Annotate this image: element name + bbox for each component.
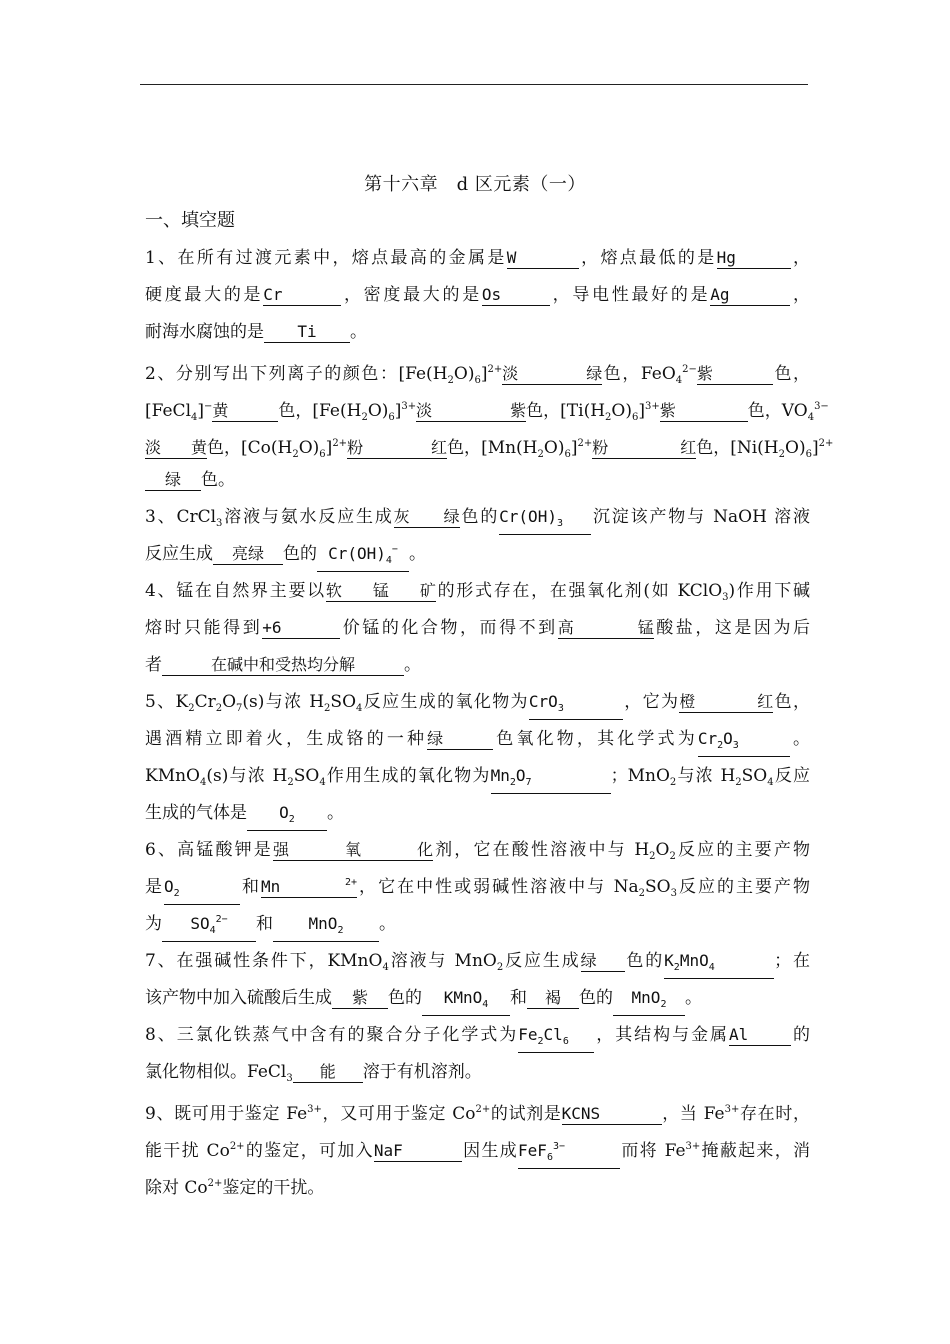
- answer-blank[interactable]: W: [507, 248, 579, 269]
- section-heading: 一、填空题: [145, 210, 235, 231]
- answer-blank[interactable]: KCNS: [562, 1104, 662, 1125]
- q5-line-2: 遇酒精立即着火，生成铬的一种绿 色氧化物，其化学式为$Cr_2O_3$ 。: [145, 721, 810, 758]
- answer-blank[interactable]: $Mn_2O_7$: [491, 766, 611, 794]
- q4-line-2: 熔时只能得到+6 价锰的化合物，而得不到高锰酸盐，这是因为后: [145, 618, 811, 638]
- question-list: [145, 240, 834, 1202]
- answer-blank[interactable]: MnO$_2$: [613, 988, 685, 1016]
- answer-blank[interactable]: $O_2$: [247, 803, 327, 831]
- q5-line-3: KMnO$_4$(s)与浓 $H_2SO_4$作用生成的氧化物为$Mn_2O_7$ ；MnO$_2$与浓 $H_2SO_4$反应: [145, 758, 810, 795]
- answer-blank[interactable]: KMnO$_4$: [422, 988, 510, 1016]
- answer-blank[interactable]: Os: [482, 285, 550, 306]
- answer-blank[interactable]: $SO_4^{2-}$: [162, 910, 256, 942]
- answer-blank[interactable]: Ti: [264, 322, 350, 343]
- q2-line-2: [FeCl$_4$]−黄 色，$[Fe(H_2O)_6]^{3+}$淡紫色，$[Ti(H_2O)_6]^{3+}$紫 色，$VO_4^{3-}$: [145, 401, 829, 423]
- page-title: 第十六章 d 区元素（一）: [364, 174, 586, 195]
- q9-line-1: 9、既可用于鉴定 $Fe^{3+}$，又可用于鉴定 $Co^{2+}$的试剂是KCNS ，当 $Fe^{3+}$存在时，: [145, 1104, 810, 1124]
- answer-blank[interactable]: 强氧化: [272, 840, 433, 859]
- q7-line-2: 该产物中加入硫酸后生成 紫 色的 KMnO$_4$ 和 褐 色的 MnO$_2$ 。: [145, 980, 810, 1017]
- answer-blank[interactable]: Al: [729, 1025, 791, 1046]
- answer-blank[interactable]: Hg: [717, 248, 791, 269]
- q9-line-3: 除对 $Co^{2+}$鉴定的干扰。: [145, 1178, 325, 1198]
- q7-line-1: 7、在强碱性条件下，KMnO$_4$溶液与 MnO$_2$反应生成绿 色的$K_2MnO_4$ ；在: [145, 943, 810, 980]
- answer-blank[interactable]: 淡黄: [145, 438, 207, 457]
- answer-blank[interactable]: 能: [293, 1062, 363, 1083]
- answer-blank[interactable]: $Cr(OH)_3$: [499, 507, 591, 535]
- answer-blank[interactable]: 高锰: [557, 618, 654, 637]
- answer-blank[interactable]: 淡绿: [502, 364, 603, 383]
- answer-blank[interactable]: Cr: [263, 285, 341, 306]
- q1-line-1: 1、在所有过渡元素中，熔点最高的金属是W ，熔点最低的是Hg ，: [145, 248, 810, 268]
- answer-blank[interactable]: 灰绿: [393, 507, 460, 526]
- answer-blank[interactable]: 紫: [332, 988, 388, 1009]
- header-rule: [140, 84, 808, 85]
- answer-blank[interactable]: 亮绿: [213, 544, 283, 565]
- answer-blank[interactable]: 绿: [145, 470, 201, 491]
- answer-blank[interactable]: MnO$_2$: [273, 914, 379, 942]
- answer-blank[interactable]: $Cr(OH)_4^-$: [317, 540, 409, 572]
- q5-line-4: 生成的气体是 $O_2$ 。: [145, 795, 810, 832]
- q3-line-1: 3、CrCl$_3$溶液与氨水反应生成灰绿色的$Cr(OH)_3$ 沉淀该产物与 NaOH 溶液: [145, 499, 810, 536]
- q3-line-2: 反应生成 亮绿 色的 $Cr(OH)_4^-$ 。: [145, 536, 810, 573]
- q2-line-1: 2、分别写出下列离子的颜色：$[Fe(H_2O)_6]^{2+}$淡绿色，FeO$_4^{2-}$紫 色，: [145, 364, 811, 386]
- q1-line-3: 耐海水腐蚀的是 Ti 。: [145, 322, 367, 342]
- answer-blank[interactable]: CrO$_3$: [529, 692, 623, 720]
- answer-blank[interactable]: NaF: [374, 1141, 462, 1162]
- answer-blank[interactable]: 在碱中和受热均分解: [162, 655, 404, 676]
- q8-line-2: 氯化物相似。FeCl$_3$ 能 溶于有机溶剂。: [145, 1062, 482, 1084]
- q8-line-1: 8、三氯化铁蒸气中含有的聚合分子化学式为$Fe_2Cl_6$ ，其结构与金属Al 的: [145, 1017, 810, 1054]
- answer-blank[interactable]: FeF$_6^{3-}$: [518, 1137, 620, 1169]
- q2-line-4: 绿 色。: [145, 462, 810, 499]
- q6-line-3: 为 $SO_4^{2-}$ 和 MnO$_2$ 。: [145, 906, 810, 943]
- q6-line-2: 是$O_2$ 和Mn $^{2+}$，它在中性或弱碱性溶液中与 $Na_2SO_3$反应的主要产物: [145, 869, 810, 906]
- answer-blank[interactable]: 黄: [212, 401, 278, 422]
- answer-blank[interactable]: 橙红: [679, 692, 774, 711]
- answer-blank[interactable]: 绿: [427, 729, 493, 750]
- q9-line-2: 能干扰 $Co^{2+}$的鉴定，可加入NaF 因生成FeF$_6^{3-}$ 而将 $Fe^{3+}$掩蔽起来，消: [145, 1128, 810, 1165]
- answer-blank[interactable]: 绿: [581, 951, 625, 972]
- answer-blank[interactable]: Mn $^{2+}$: [261, 873, 357, 898]
- q4-line-1: 4、锰在自然界主要以软锰矿的形式存在，在强氧化剂(如 KClO$_3$)作用下碱: [145, 581, 810, 603]
- answer-blank[interactable]: 粉红: [347, 438, 448, 457]
- q6-line-1: 6、高锰酸钾是强氧化剂，它在酸性溶液中与 $H_2O_2$反应的主要产物: [145, 840, 811, 862]
- q1-line-2: 硬度最大的是Cr ，密度最大的是Os ，导电性最好的是Ag ，: [145, 285, 811, 305]
- q5-line-1: 5、$K_2Cr_2O_7(s)$与浓 $H_2SO_4$反应生成的氧化物为CrO$_3$ ，它为橙红色，: [145, 684, 810, 721]
- q4-line-3: 者 在碱中和受热均分解 。: [145, 655, 421, 675]
- answer-blank[interactable]: Ag: [710, 285, 790, 306]
- answer-blank[interactable]: 紫: [660, 401, 748, 422]
- answer-blank[interactable]: $Cr_2O_3$: [698, 729, 790, 757]
- answer-blank[interactable]: $O_2$: [164, 877, 240, 905]
- answer-blank[interactable]: 褐: [527, 988, 579, 1009]
- answer-blank[interactable]: +6: [262, 618, 340, 639]
- answer-blank[interactable]: 软锰矿: [325, 581, 436, 600]
- answer-blank[interactable]: 淡紫: [416, 401, 527, 420]
- answer-blank[interactable]: 紫: [697, 364, 773, 385]
- answer-blank[interactable]: 粉红: [592, 438, 697, 457]
- q2-line-3: 淡黄色，$[Co(H_2O)_6]^{2+}$粉红色，$[Mn(H_2O)_6]^{2+}$粉红色，$[Ni(H_2O)_6]^{2+}$: [145, 438, 834, 460]
- answer-blank[interactable]: $K_2MnO_4$: [664, 951, 774, 979]
- answer-blank[interactable]: $Fe_2Cl_6$: [518, 1025, 594, 1053]
